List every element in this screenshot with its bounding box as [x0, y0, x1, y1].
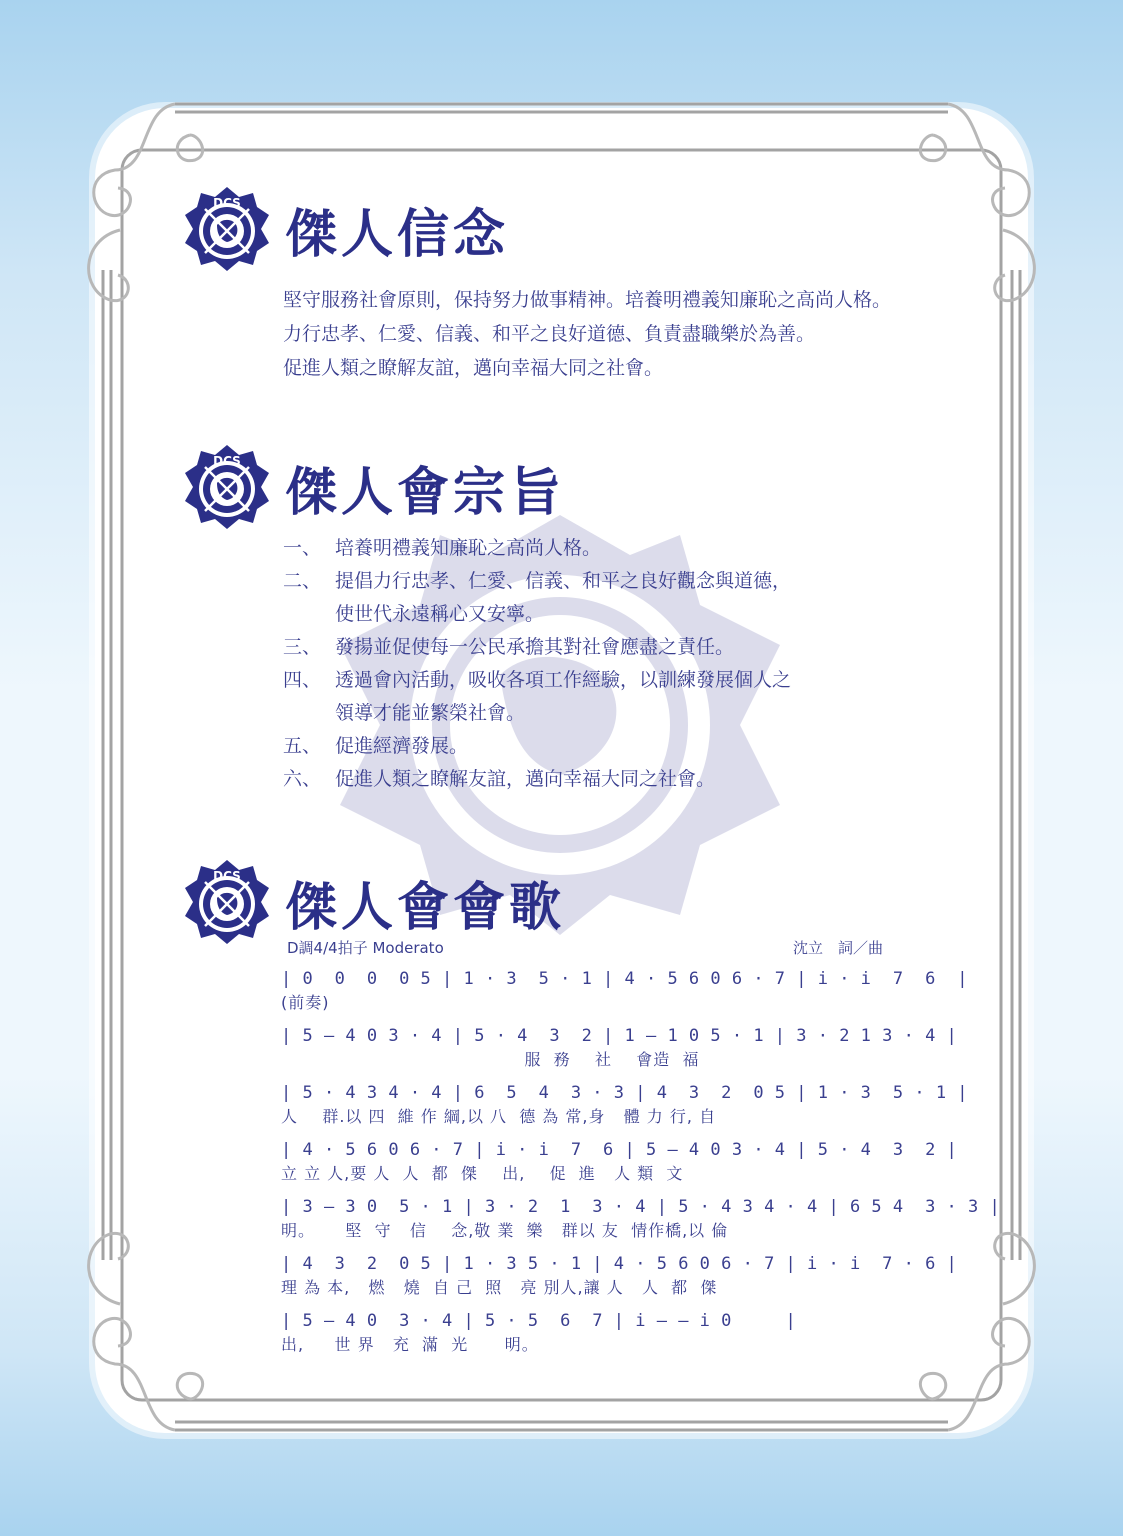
creed-line: 堅守服務社會原則，保持努力做事精神。培養明禮義知廉恥之高尚人格。 — [283, 289, 892, 311]
notes-line: | 5 · 4 3 4 · 4 | 6 5 4 3 · 3 | 4 3 2 0 5 | 1 · 3 5 · 1 | — [281, 1083, 969, 1103]
notes-line: | 5 — 4 0 3 · 4 | 5 · 4 3 2 | 1 — 1 0 5 · 1 | 3 · 2 1 3 · 4 | — [281, 1026, 958, 1046]
aims-title: 傑人會宗旨 — [285, 462, 566, 523]
song-credit: 沈立 詞／曲 — [793, 939, 884, 957]
lyrics-line: 理 為 本, 燃 燒 自 己 照 亮 別人,讓 人 人 都 傑 — [281, 1278, 718, 1297]
item-text: 培養明禮義知廉恥之高尚人格。 — [335, 537, 602, 559]
score-row — [281, 1308, 893, 1365]
dcs-logo-icon — [183, 185, 271, 273]
creed-title: 傑人信念 — [285, 204, 510, 265]
creed-text — [283, 283, 891, 385]
score-row — [281, 1137, 958, 1194]
item-text: 發揚並促使每一公民承擔其對社會應盡之責任。 — [335, 636, 735, 658]
dcs-logo-icon — [183, 858, 271, 946]
item-number: 四、 — [283, 669, 322, 691]
numbered-score — [281, 966, 1001, 1365]
notes-line: | 0 0 0 0 5 | 1 · 3 5 · 1 | 4 · 5 6 0 6 · 7 | i · i 7 6 | — [281, 969, 969, 989]
score-row — [281, 1023, 958, 1080]
item-text: 透過會內活動，吸收各項工作經驗，以訓練發展個人之 — [335, 669, 792, 691]
item-text: 促進人類之瞭解友誼，邁向幸福大同之社會。 — [335, 768, 716, 790]
lyrics-line: 服 務 社 會造 福 — [281, 1050, 700, 1069]
score-row — [281, 966, 969, 1023]
item-number: 一、 — [283, 537, 322, 559]
aims-list — [283, 532, 791, 796]
notes-line: | 5 — 4 0 3 · 4 | 5 · 5 6 7 | i — — i 0 | — [281, 1311, 797, 1331]
item-text: 使世代永遠稱心又安寧。 — [335, 603, 545, 625]
list-item — [283, 763, 791, 796]
lyrics-line: (前奏) — [281, 993, 330, 1012]
item-text: 提倡力行忠孝、仁愛、信義、和平之良好觀念與道德， — [335, 570, 792, 592]
item-number: 三、 — [283, 636, 322, 658]
logo-text: DCS — [213, 869, 241, 883]
item-text: 促進經濟發展。 — [335, 735, 469, 757]
item-text: 領導才能並繁榮社會。 — [335, 702, 526, 724]
list-item — [283, 565, 791, 631]
notes-line: | 4 · 5 6 0 6 · 7 | i · i 7 6 | 5 — 4 0 3 · 4 | 5 · 4 3 2 | — [281, 1140, 958, 1160]
aims-heading — [183, 443, 565, 531]
notes-line: | 4 3 2 0 5 | 1 · 3 5 · 1 | 4 · 5 6 0 6 · 7 | i · i 7 · 6 | — [281, 1254, 958, 1274]
score-row — [281, 1194, 1001, 1251]
logo-text: DCS — [213, 454, 241, 468]
lyrics-line: 明。 堅 守 信 念,敬 業 樂 群以 友 情作橋,以 倫 — [281, 1221, 729, 1240]
creed-line: 促進人類之瞭解友誼，邁向幸福大同之社會。 — [283, 357, 664, 379]
song-heading — [183, 858, 565, 946]
list-item — [283, 730, 791, 763]
creed-line: 力行忠孝、仁愛、信義、和平之良好道德、負責盡職樂於為善。 — [283, 323, 816, 345]
song-title: 傑人會會歌 — [285, 877, 566, 938]
creed-heading — [183, 185, 509, 273]
list-item — [283, 631, 791, 664]
item-number: 五、 — [283, 735, 322, 757]
lyrics-line: 出, 世 界 充 滿 光 明。 — [281, 1335, 539, 1354]
item-number: 六、 — [283, 768, 322, 790]
list-item — [283, 532, 791, 565]
logo-text: DCS — [213, 196, 241, 210]
notes-line: | 3 — 3 0 5 · 1 | 3 · 2 1 3 · 4 | 5 · 4 3 4 · 4 | 6 5 4 3 · 3 | — [281, 1197, 1001, 1217]
score-row — [281, 1251, 958, 1308]
item-number: 二、 — [283, 570, 322, 592]
list-item — [283, 664, 791, 730]
lyrics-line: 立 立 人,要 人 人 都 傑 出, 促 進 人 類 文 — [281, 1164, 684, 1183]
lyrics-line: 人 群.以 四 維 作 綱,以 八 德 為 常,身 體 力 行, 自 — [281, 1107, 717, 1126]
score-row — [281, 1080, 969, 1137]
song-key: D調4/4拍子 Moderato — [287, 939, 444, 957]
dcs-logo-icon — [183, 443, 271, 531]
